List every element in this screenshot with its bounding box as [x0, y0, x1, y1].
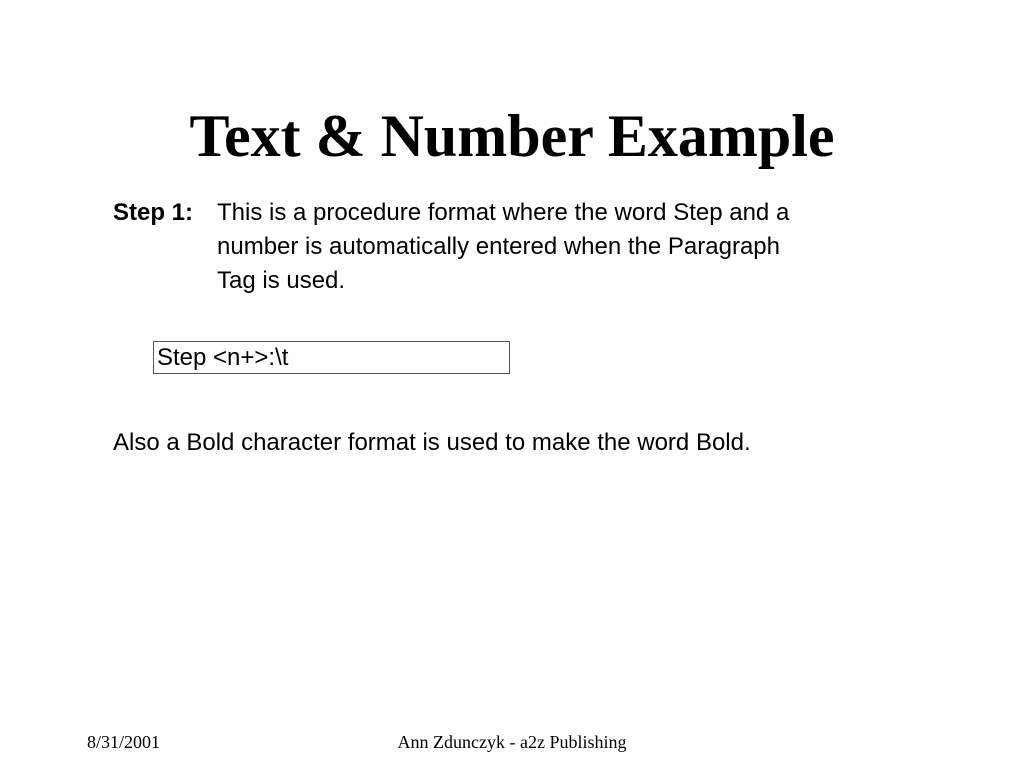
step-description-line: number is automatically entered when the Paragraph [217, 233, 780, 260]
step-description [217, 196, 917, 298]
slide-title: Text & Number Example [189, 103, 835, 169]
footer-date: 8/31/2001 [87, 732, 161, 752]
step-description-line: Tag is used. [217, 267, 346, 294]
step-label: Step 1: [113, 199, 194, 226]
step-description-line: This is a procedure format where the word Step and a [217, 199, 790, 226]
footer-author: Ann Zdunczyk - a2z Publishing [397, 732, 627, 752]
bold-format-note: Also a Bold character format is used to make the word Bold. [113, 429, 751, 456]
autonumber-format-box: Step <n+>:\t [153, 341, 510, 374]
